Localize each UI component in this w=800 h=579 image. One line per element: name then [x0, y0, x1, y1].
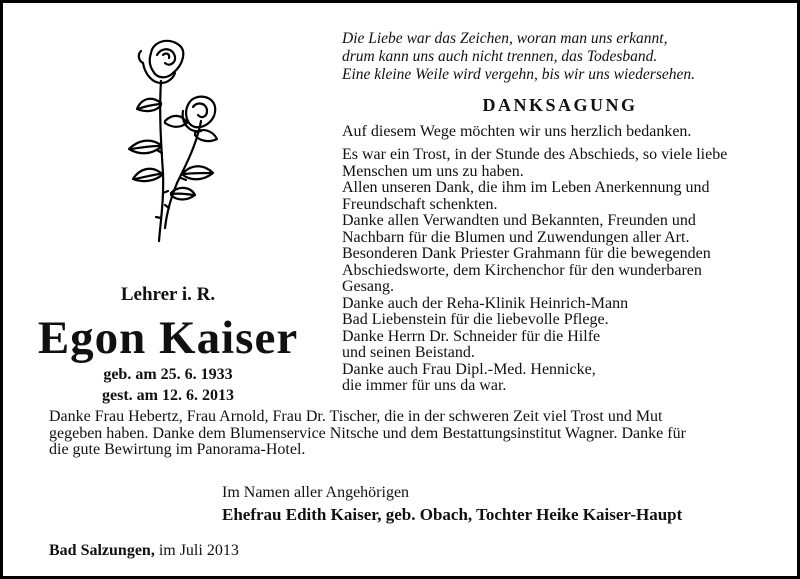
body-line: Allen unseren Dank, die ihm im Leben Anerkennung und — [342, 179, 710, 196]
body-line: Bad Liebenstein für die liebevolle Pflege. — [342, 311, 609, 328]
deceased-name: Egon Kaiser — [37, 312, 299, 364]
poem — [342, 30, 695, 84]
signature-names: Ehefrau Edith Kaiser, geb. Obach, Tochter Heike Kaiser-Haupt — [222, 505, 683, 524]
body-line: die immer für uns da war. — [342, 377, 507, 394]
intro-text: Auf diesem Wege möchten wir uns herzlich bedanken. — [342, 123, 692, 140]
death-date: gest. am 12. 6. 2013 — [102, 387, 234, 404]
thanks-paragraph — [49, 409, 785, 459]
paragraph-line: Danke Frau Hebertz, Frau Arnold, Frau Dr. Tischer, die in der schweren Zeit viel Trost und Mut — [49, 408, 663, 425]
body-line: Danke allen Verwandten und Bekannten, Freunden und — [342, 212, 696, 229]
deceased-title: Lehrer i. R. — [120, 284, 216, 305]
footer-place: Bad Salzungen, — [49, 542, 155, 559]
body-line: Es war ein Trost, in der Stunde des Abschieds, so viele liebe — [342, 146, 728, 163]
signature-intro: Im Namen aller Angehörigen — [222, 484, 410, 501]
thanks-body — [342, 147, 785, 395]
footer-date: im Juli 2013 — [154, 542, 239, 559]
birth-date: geb. am 25. 6. 1933 — [103, 366, 233, 383]
body-line: Danke Herrn Dr. Schneider für die Hilfe — [342, 327, 601, 345]
body-line: Menschen um uns zu haben. — [342, 162, 524, 180]
body-line: Abschiedsworte, dem Kirchenchor für den wunderbaren — [342, 261, 702, 279]
body-line: Danke auch Frau Dipl.-Med. Hennicke, — [342, 360, 596, 378]
rose-icon — [121, 33, 221, 248]
poem-line: drum kann uns auch nicht trennen, das Todesband. — [342, 48, 658, 65]
body-line: Freundschaft schenkten. — [342, 195, 498, 213]
body-line: Nachbarn für die Blumen und Zuwendungen aller Art. — [342, 228, 690, 246]
body-line: Gesang. — [342, 278, 394, 295]
footer — [49, 542, 239, 560]
poem-line: Eine kleine Weile wird vergehn, bis wir uns wiedersehen. — [342, 66, 695, 83]
poem-line: Die Liebe war das Zeichen, woran man uns erkannt, — [342, 30, 668, 47]
paragraph-line: gegeben haben. Danke dem Blumenservice Nitsche und dem Bestattungsinstitut Wagner. Danke für — [49, 424, 686, 442]
paragraph-line: die gute Bewirtung im Panorama-Hotel. — [49, 441, 306, 458]
heading: DANKSAGUNG — [482, 95, 638, 115]
body-line: Danke auch der Reha-Klinik Heinrich-Mann — [342, 294, 629, 312]
body-line: und seinen Beistand. — [342, 344, 475, 361]
body-line: Besonderen Dank Priester Grahmann für die bewegenden — [342, 245, 711, 262]
